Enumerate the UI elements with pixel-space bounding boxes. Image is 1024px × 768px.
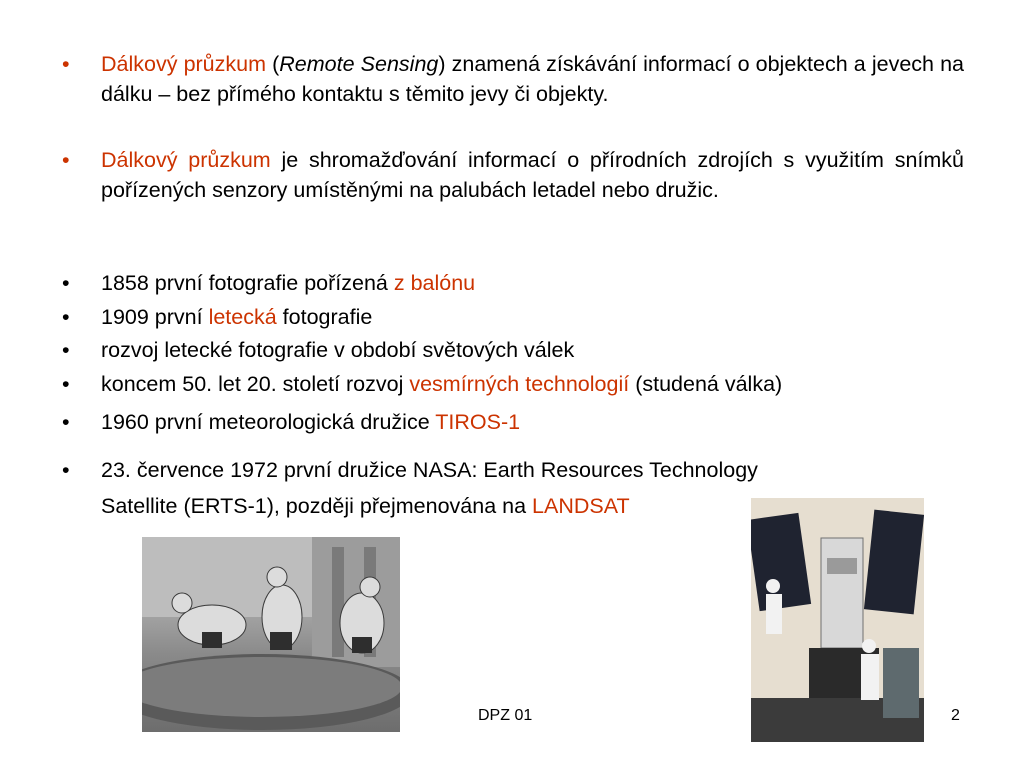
bullet-marker: • [62, 372, 70, 396]
bullet-space-technologies [62, 369, 964, 399]
bullet-marker: • [62, 52, 70, 76]
highlight-text: vesmírných technologií [409, 372, 630, 396]
bullet-marker: • [62, 458, 70, 482]
bullet-text: koncem 50. let 20. století rozvoj [101, 372, 410, 396]
bullet-text: 1909 první [101, 305, 209, 329]
bullet-marker: • [62, 148, 70, 172]
bullet-text: 1960 první meteorologická družice [101, 410, 436, 434]
bullet-marker: • [62, 338, 70, 362]
highlight-text: z balónu [393, 271, 476, 295]
highlight-text: TIROS-1 [435, 410, 521, 434]
bullet-text-line1: 23. července 1972 první družice NASA: Earth Resources Technology [101, 458, 758, 482]
landsat-satellite-photo [751, 498, 924, 742]
bullet-1909-aerial [62, 302, 964, 332]
highlight-text: LANDSAT [532, 494, 630, 518]
bullet-1858-balloon [62, 268, 964, 298]
slide-number: 2 [951, 707, 960, 724]
bullet-marker: • [62, 305, 70, 329]
bullet-text: rozvoj letecké fotografie v období světových válek [101, 338, 575, 362]
term-dalkovy-pruzkum: Dálkový průzkum [101, 52, 267, 76]
bullet-1960-tiros [62, 407, 964, 437]
highlight-text: letecká [208, 305, 277, 329]
term-dalkovy-pruzkum: Dálkový průzkum [101, 148, 271, 172]
bullet-text-post: fotografie [276, 305, 373, 329]
bullet-text-line2: Satellite (ERTS-1), později přejmenována na [101, 494, 533, 518]
term-english: Remote Sensing [279, 52, 439, 76]
footer-course-code: DPZ 01 [478, 707, 533, 724]
satellite-photo-illustration [751, 498, 924, 742]
bullet-marker: • [62, 271, 70, 295]
pigeon-camera-photo [142, 537, 400, 732]
pigeon-photo-illustration [142, 537, 400, 732]
paren-open: ( [266, 52, 280, 76]
bullet-text-post: (studená válka) [629, 372, 783, 396]
definition-text: ) znamená získávání informací o objektech a jevech na dálku – bez přímého kontaktu s těmito jevy či objekty. [101, 52, 964, 106]
bullet-natural-resources [62, 145, 964, 205]
bullet-text: 1858 první fotografie pořízená [101, 271, 394, 295]
bullet-remote-sensing-definition [62, 49, 964, 109]
bullet-marker: • [62, 410, 70, 434]
definition-text: je shromažďování informací o přírodních zdrojích s využitím snímků pořízených senzory umístěnými na palubách letadel nebo družic. [101, 148, 964, 202]
bullet-world-wars [62, 335, 964, 365]
